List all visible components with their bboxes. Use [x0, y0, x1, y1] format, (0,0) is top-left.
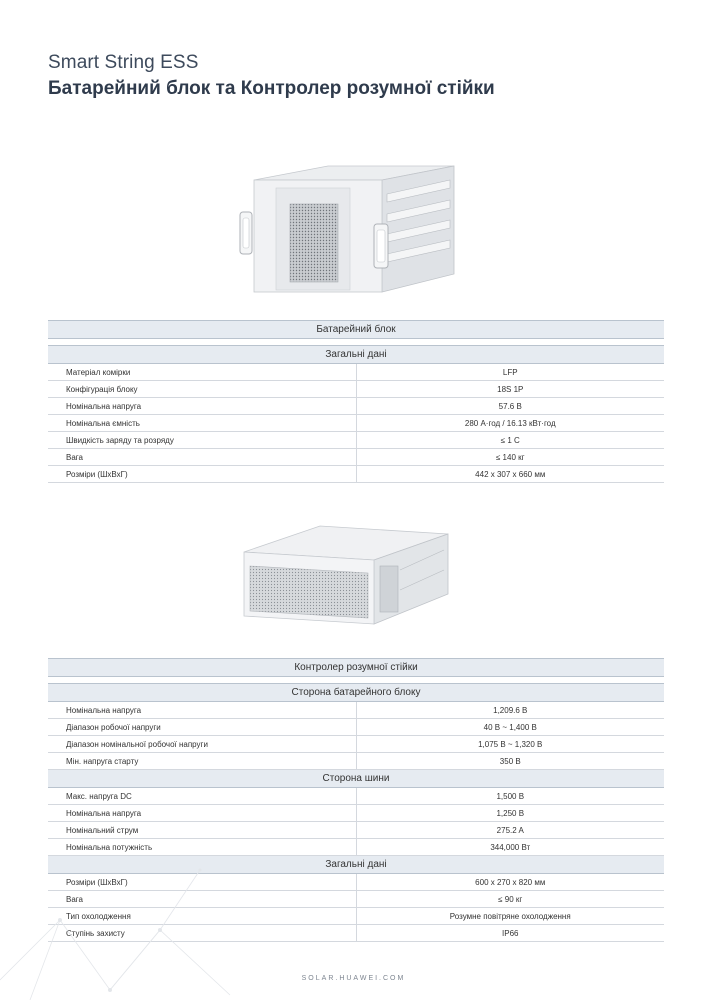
row-value: ≤ 1 C — [356, 432, 664, 449]
row-label: Матеріал комірки — [48, 364, 356, 381]
row-label: Вага — [48, 891, 356, 908]
group-heading: Сторона шини — [48, 770, 664, 788]
page-title: Батарейний блок та Контролер розумної стійки — [48, 78, 495, 99]
section-header — [48, 659, 664, 677]
row-value: 1,250 В — [356, 805, 664, 822]
table-row — [48, 415, 664, 432]
row-value: Розумне повітряне охолодження — [356, 908, 664, 925]
page-subtitle: Smart String ESS — [48, 52, 199, 73]
row-label: Номінальний струм — [48, 822, 356, 839]
row-label: Номінальна ємність — [48, 415, 356, 432]
row-label: Діапазон номінальної робочої напруги — [48, 736, 356, 753]
group-header — [48, 346, 664, 364]
row-value: 275.2 A — [356, 822, 664, 839]
row-value: 1,075 В ~ 1,320 В — [356, 736, 664, 753]
table-row — [48, 398, 664, 415]
row-value: 18S 1P — [356, 381, 664, 398]
row-value: 280 А·год / 16.13 кВт·год — [356, 415, 664, 432]
footer-url: SOLAR.HUAWEI.COM — [301, 975, 406, 982]
row-value: 57.6 В — [356, 398, 664, 415]
row-label: Номінальна напруга — [48, 702, 356, 719]
controller-section-title: Контролер розумної стійки — [48, 659, 664, 677]
table-row — [48, 805, 664, 822]
row-value: ≤ 90 кг — [356, 891, 664, 908]
table-row — [48, 788, 664, 805]
row-value: 1,209.6 В — [356, 702, 664, 719]
row-label: Розміри (ШхВхГ) — [48, 874, 356, 891]
table-row — [48, 364, 664, 381]
row-label: Номінальна потужність — [48, 839, 356, 856]
page-header — [48, 52, 495, 100]
battery-spec-table — [48, 320, 664, 483]
row-value: 1,500 В — [356, 788, 664, 805]
table-row — [48, 736, 664, 753]
group-heading: Загальні дані — [48, 856, 664, 874]
battery-section-title: Батарейний блок — [48, 321, 664, 339]
row-value: 344,000 Вт — [356, 839, 664, 856]
table-row — [48, 753, 664, 770]
row-label: Мін. напруга старту — [48, 753, 356, 770]
group-heading: Сторона батарейного блоку — [48, 684, 664, 702]
group-header — [48, 770, 664, 788]
row-value: LFP — [356, 364, 664, 381]
row-value: ≤ 140 кг — [356, 449, 664, 466]
rack-controller-image — [234, 520, 456, 642]
row-value: 350 В — [356, 753, 664, 770]
group-heading: Загальні дані — [48, 346, 664, 364]
row-label: Номінальна напруга — [48, 805, 356, 822]
row-label: Тип охолодження — [48, 908, 356, 925]
table-row — [48, 432, 664, 449]
table-row — [48, 822, 664, 839]
table-row — [48, 449, 664, 466]
table-row — [48, 466, 664, 483]
row-label: Розміри (ШхВхГ) — [48, 466, 356, 483]
row-label: Номінальна напруга — [48, 398, 356, 415]
table-row — [48, 381, 664, 398]
row-label: Швидкість заряду та розряду — [48, 432, 356, 449]
row-label: Макс. напруга DC — [48, 788, 356, 805]
row-label: Ступінь захисту — [48, 925, 356, 942]
table-row — [48, 702, 664, 719]
battery-pack-image — [232, 152, 472, 308]
table-row — [48, 839, 664, 856]
row-value: IP66 — [356, 925, 664, 942]
row-value: 442 x 307 x 660 мм — [356, 466, 664, 483]
row-label: Конфігурація блоку — [48, 381, 356, 398]
table-row — [48, 719, 664, 736]
row-label: Діапазон робочої напруги — [48, 719, 356, 736]
section-header — [48, 321, 664, 339]
row-value: 40 В ~ 1,400 В — [356, 719, 664, 736]
group-header — [48, 684, 664, 702]
row-value: 600 x 270 x 820 мм — [356, 874, 664, 891]
row-label: Вага — [48, 449, 356, 466]
